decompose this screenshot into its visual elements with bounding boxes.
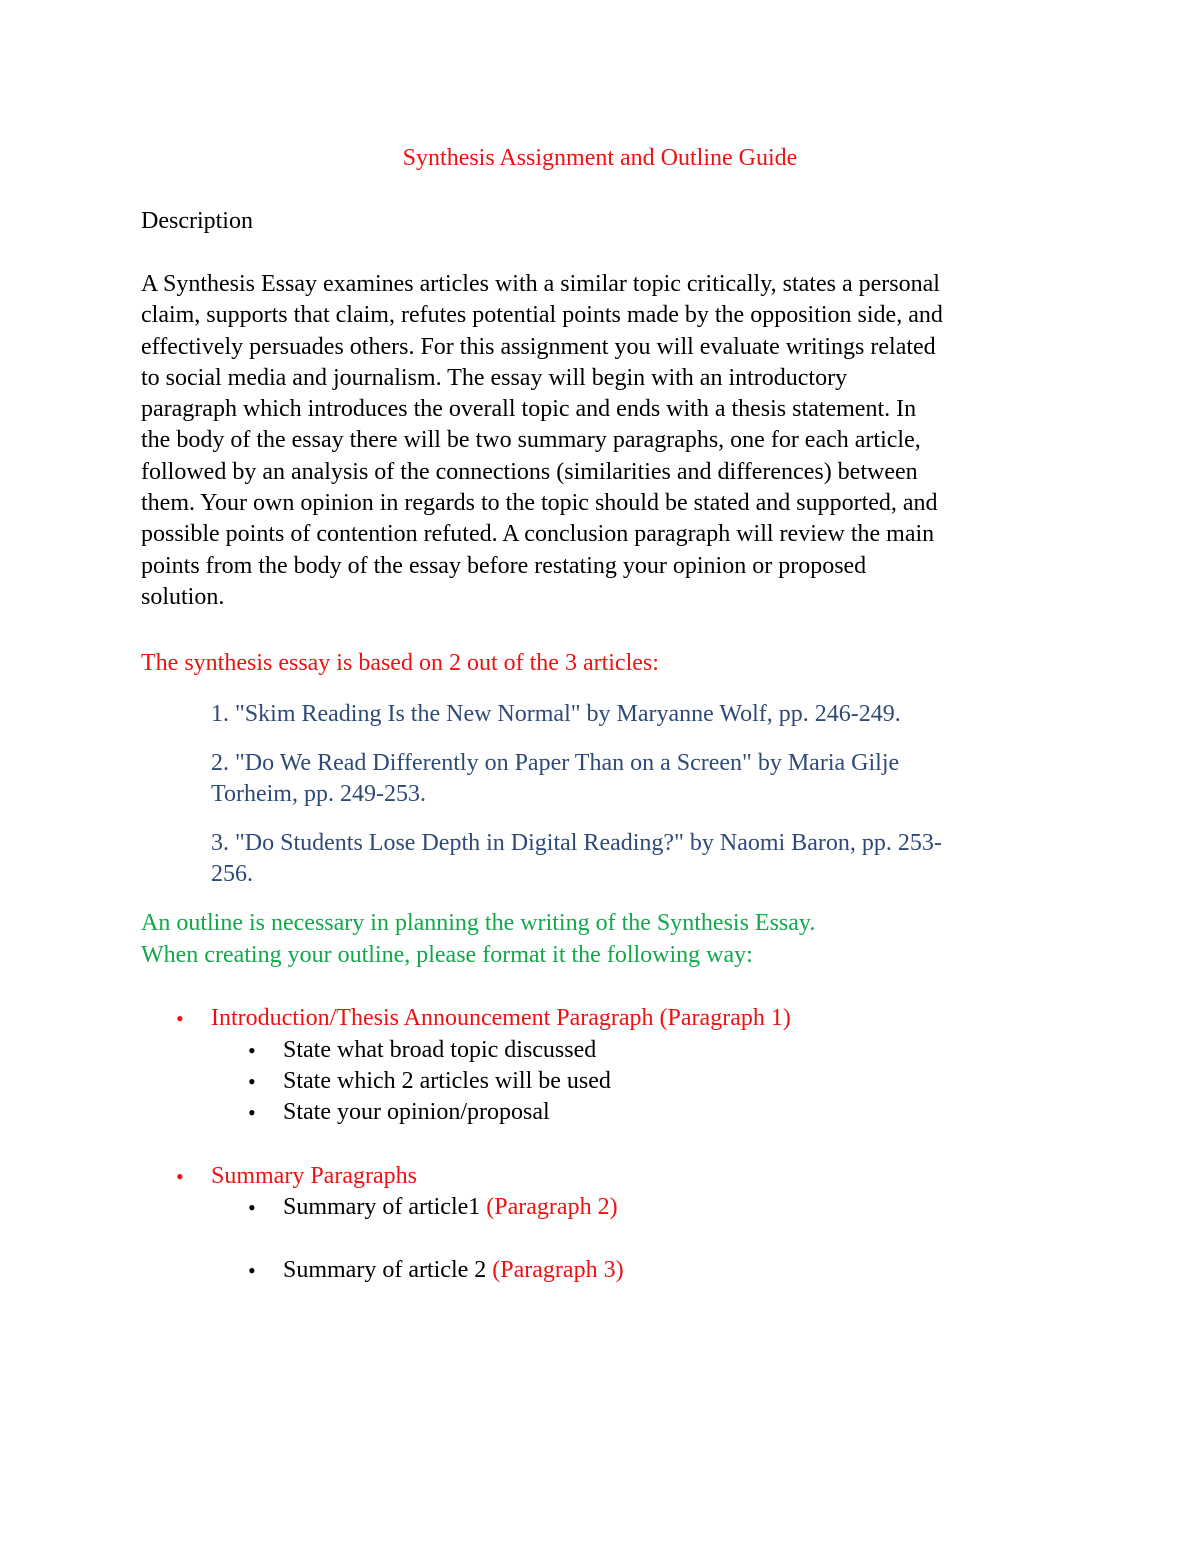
item-bullet-icon: • [248, 1038, 256, 1063]
article-line: 1. "Skim Reading Is the New Normal" by Maryanne Wolf, pp. 246-249. [211, 701, 901, 727]
description-heading: Description [141, 208, 253, 234]
article-item-1 [211, 699, 1071, 730]
outline-item-note: (Paragraph 2) [486, 1194, 618, 1220]
article-line: Torheim, pp. 249-253. [211, 781, 426, 807]
articles-heading: The synthesis essay is based on 2 out of the 3 articles: [141, 650, 659, 676]
article-line: 2. "Do We Read Differently on Paper Than on a Screen" by Maria Gilje [211, 750, 900, 776]
description-line: possible points of contention refuted. A conclusion paragraph will review the main [141, 521, 935, 548]
item-bullet-icon: • [248, 1100, 256, 1125]
description-line: followed by an analysis of the connections (similarities and differences) between [141, 458, 918, 485]
outline-instruction-line: When creating your outline, please format it the following way: [141, 942, 753, 968]
outline-item [283, 1192, 618, 1223]
description-line: A Synthesis Essay examines articles with a similar topic critically, states a personal [141, 271, 940, 297]
item-bullet-icon: • [248, 1195, 256, 1220]
outline-item-text: Summary of article 2 [283, 1257, 493, 1283]
description-line: them. Your own opinion in regards to the topic should be stated and supported, and [141, 490, 938, 517]
outline-item-text: State what broad topic discussed [283, 1037, 597, 1063]
outline-instruction-line: An outline is necessary in planning the writing of the Synthesis Essay. [141, 910, 816, 936]
outline-item [283, 1035, 596, 1066]
outline-item-text: Summary of article1 [283, 1194, 487, 1220]
outline-item-text: State your opinion/proposal [283, 1099, 550, 1125]
outline-section-title: Introduction/Thesis Announcement Paragraph (Paragraph 1) [211, 1005, 791, 1031]
description-paragraph [141, 269, 1066, 613]
description-line: paragraph which introduces the overall topic and ends with a thesis statement. In [141, 396, 917, 423]
outline-section-title: Summary Paragraphs [211, 1163, 417, 1189]
outline-item [283, 1097, 550, 1128]
outline-item [283, 1255, 624, 1286]
description-line: points from the body of the essay before restating your opinion or proposed [141, 552, 867, 579]
outline-item [283, 1066, 611, 1097]
description-line: effectively persuades others. For this assignment you will evaluate writings related [141, 333, 936, 360]
item-bullet-icon: • [248, 1258, 256, 1283]
outline-item-text: State which 2 articles will be used [283, 1068, 611, 1094]
description-line: the body of the essay there will be two summary paragraphs, one for each article, [141, 427, 921, 454]
article-item-2 [211, 748, 1071, 810]
item-bullet-icon: • [248, 1069, 256, 1094]
outline-instructions [141, 907, 815, 971]
article-line: 256. [211, 861, 253, 887]
article-item-3 [211, 828, 1071, 890]
document-title: Synthesis Assignment and Outline Guide [402, 145, 798, 171]
description-line: claim, supports that claim, refutes potential points made by the opposition side, and [141, 302, 943, 329]
description-line: to social media and journalism. The essay will begin with an introductory [141, 364, 848, 391]
description-line: solution. [141, 583, 225, 610]
section-bullet-icon: • [176, 1006, 184, 1031]
article-line: 3. "Do Students Lose Depth in Digital Reading?" by Naomi Baron, pp. 253- [211, 830, 942, 856]
section-bullet-icon: • [176, 1164, 184, 1189]
outline-item-note: (Paragraph 3) [492, 1257, 624, 1283]
